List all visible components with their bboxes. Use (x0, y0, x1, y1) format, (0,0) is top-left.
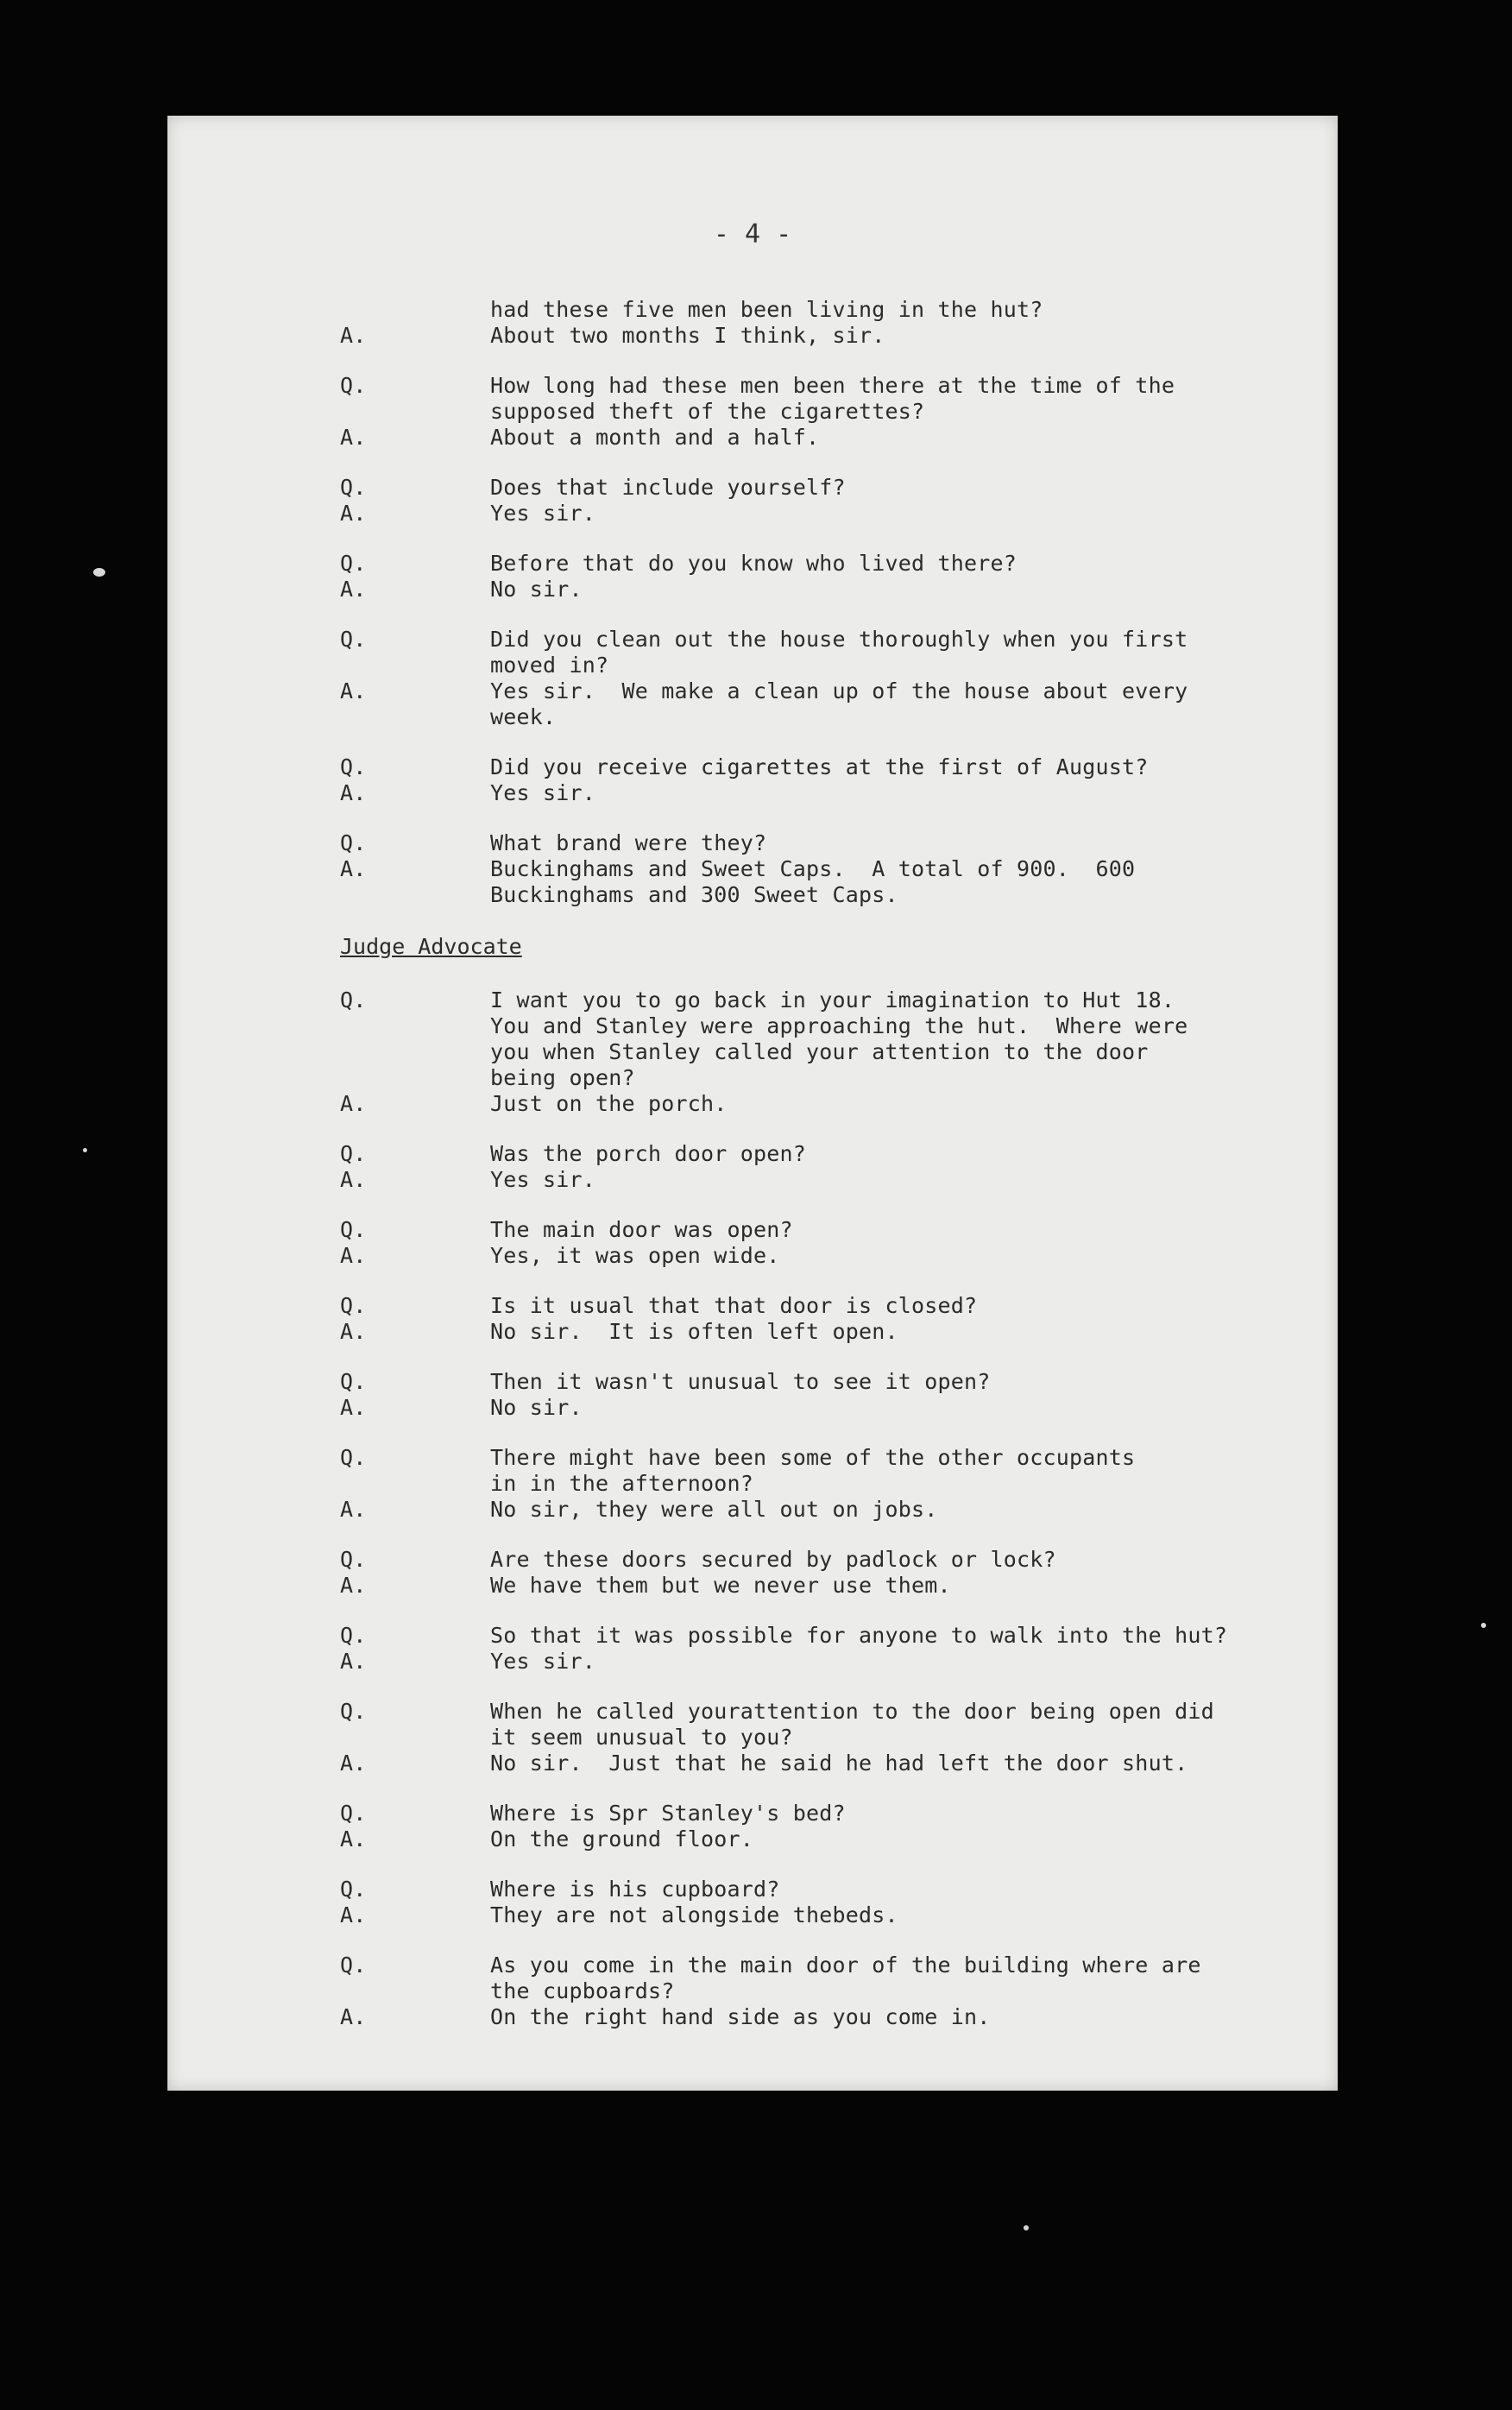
entry-gap (167, 806, 1338, 830)
entry-gap (167, 602, 1338, 627)
entry-gap (167, 349, 1338, 373)
testimony-text: As you come in the main door of the building where are (490, 1953, 1201, 1978)
testimony-line (167, 704, 1338, 730)
question-label: Q. (340, 1217, 367, 1242)
testimony-text: About a month and a half. (490, 425, 820, 450)
entry-gap (167, 1193, 1338, 1217)
answer-label: A. (340, 1751, 367, 1776)
testimony-line (167, 1369, 1338, 1395)
testimony-line (167, 1319, 1338, 1345)
testimony-line (167, 297, 1338, 323)
testimony-text: Does that include yourself? (490, 475, 846, 500)
testimony-line (167, 1217, 1338, 1243)
testimony-text: About two months I think, sir. (490, 323, 885, 348)
answer-label: A. (340, 1649, 367, 1674)
question-label: Q. (340, 373, 367, 398)
testimony-text: On the ground floor. (490, 1826, 754, 1852)
testimony-line (167, 627, 1338, 653)
answer-label: A. (340, 1395, 367, 1420)
answer-label: A. (340, 501, 367, 526)
testimony-text: No sir, they were all out on jobs. (490, 1497, 938, 1522)
entry-gap (167, 1269, 1338, 1293)
testimony-line (167, 1141, 1338, 1167)
testimony-line (167, 475, 1338, 501)
entry-gap (167, 1345, 1338, 1369)
testimony-line (167, 373, 1338, 399)
testimony-line (167, 987, 1338, 1013)
testimony-text: How long had these men been there at the time of the (490, 373, 1175, 398)
testimony-text: had these five men been living in the hut? (490, 297, 1043, 322)
testimony-text: the cupboards? (490, 1978, 675, 2003)
entry-gap (167, 1928, 1338, 1953)
testimony-line (167, 323, 1338, 349)
question-label: Q. (340, 1369, 367, 1394)
testimony-section-2 (167, 987, 1338, 2030)
entry-gap (167, 1523, 1338, 1547)
testimony-line (167, 1497, 1338, 1523)
entry-gap (167, 1776, 1338, 1801)
testimony-text: No sir. Just that he said he had left the door shut. (490, 1751, 1188, 1776)
entry-gap (167, 730, 1338, 754)
testimony-text: Buckinghams and 300 Sweet Caps. (490, 882, 898, 907)
testimony-text: Where is Spr Stanley's bed? (490, 1801, 846, 1826)
testimony-line (167, 551, 1338, 577)
testimony-text: Just on the porch. (490, 1091, 728, 1116)
testimony-text: Yes sir. (490, 501, 596, 526)
testimony-line (167, 1091, 1338, 1117)
testimony-text: So that it was possible for anyone to walk into the hut? (490, 1623, 1228, 1648)
testimony-text: it seem unusual to you? (490, 1725, 793, 1750)
testimony-line (167, 1065, 1338, 1091)
question-label: Q. (340, 830, 367, 855)
testimony-text: Yes sir. (490, 1649, 596, 1674)
testimony-line (167, 399, 1338, 425)
answer-label: A. (340, 425, 367, 450)
answer-label: A. (340, 2004, 367, 2029)
document-page (167, 116, 1338, 2091)
entry-gap (167, 1852, 1338, 1877)
testimony-line (167, 882, 1338, 908)
question-label: Q. (340, 1445, 367, 1470)
entry-gap (167, 527, 1338, 551)
testimony-text: moved in? (490, 653, 609, 678)
testimony-line (167, 653, 1338, 678)
answer-label: A. (340, 1091, 367, 1116)
answer-label: A. (340, 323, 367, 348)
page-number: - 4 - (713, 219, 792, 249)
testimony-line (167, 501, 1338, 527)
answer-label: A. (340, 856, 367, 881)
testimony-text: Was the porch door open? (490, 1141, 807, 1166)
testimony-text: There might have been some of the other occupants (490, 1445, 1136, 1470)
testimony-line (167, 425, 1338, 451)
testimony-line (167, 678, 1338, 704)
testimony-section-1 (167, 297, 1338, 908)
testimony-text: Yes sir. (490, 1167, 596, 1192)
testimony-text: Yes sir. We make a clean up of the house about every (490, 678, 1188, 703)
question-label: Q. (340, 1699, 367, 1724)
testimony-line (167, 1902, 1338, 1928)
testimony-text: you when Stanley called your attention to the door (490, 1039, 1149, 1064)
testimony-text: Before that do you know who lived there? (490, 551, 1017, 576)
testimony-text: Is it usual that that door is closed? (490, 1293, 978, 1318)
testimony-line (167, 1877, 1338, 1902)
question-label: Q. (340, 754, 367, 779)
testimony-line (167, 780, 1338, 806)
testimony-line (167, 1573, 1338, 1599)
entry-gap (167, 1117, 1338, 1141)
testimony-line (167, 754, 1338, 780)
answer-label: A. (340, 1319, 367, 1344)
answer-label: A. (340, 577, 367, 602)
testimony-line (167, 1725, 1338, 1751)
entry-gap (167, 1675, 1338, 1699)
answer-label: A. (340, 780, 367, 805)
question-label: Q. (340, 1623, 367, 1648)
entry-gap (167, 1421, 1338, 1445)
testimony-text: supposed theft of the cigarettes? (490, 399, 925, 424)
testimony-text: in in the afternoon? (490, 1471, 754, 1496)
testimony-line (167, 577, 1338, 602)
testimony-line (167, 1547, 1338, 1573)
testimony-text: Are these doors secured by padlock or lock? (490, 1547, 1056, 1572)
testimony-text: No sir. It is often left open. (490, 1319, 898, 1344)
testimony-line (167, 1751, 1338, 1776)
judge-advocate-heading: Judge Advocate (340, 934, 522, 959)
question-label: Q. (340, 551, 367, 576)
testimony-line (167, 830, 1338, 856)
testimony-line (167, 1293, 1338, 1319)
testimony-line (167, 1623, 1338, 1649)
testimony-text: I want you to go back in your imagination to Hut 18. (490, 987, 1175, 1013)
dust-speck (93, 568, 105, 577)
answer-label: A. (340, 1243, 367, 1268)
entry-gap (167, 1599, 1338, 1623)
testimony-line (167, 1801, 1338, 1826)
question-label: Q. (340, 1877, 367, 1902)
question-label: Q. (340, 987, 367, 1013)
testimony-text: Did you receive cigarettes at the first of August? (490, 754, 1149, 779)
question-label: Q. (340, 1141, 367, 1166)
question-label: Q. (340, 1801, 367, 1826)
testimony-text: The main door was open? (490, 1217, 793, 1242)
testimony-line (167, 856, 1338, 882)
testimony-line (167, 1013, 1338, 1039)
testimony-line (167, 1445, 1338, 1471)
testimony-line (167, 1039, 1338, 1065)
question-label: Q. (340, 627, 367, 652)
testimony-text: You and Stanley were approaching the hut. Where were (490, 1013, 1188, 1038)
dust-speck (83, 1148, 87, 1152)
testimony-text: Then it wasn't unusual to see it open? (490, 1369, 991, 1394)
testimony-text: Yes sir. (490, 780, 596, 805)
testimony-line (167, 1395, 1338, 1421)
question-label: Q. (340, 1953, 367, 1978)
testimony-line (167, 1167, 1338, 1193)
testimony-line (167, 1243, 1338, 1269)
testimony-line (167, 1826, 1338, 1852)
entry-gap (167, 451, 1338, 475)
dust-speck (1024, 2225, 1029, 2230)
testimony-line (167, 2004, 1338, 2030)
testimony-line (167, 1953, 1338, 1978)
testimony-text: Yes, it was open wide. (490, 1243, 780, 1268)
testimony-text: On the right hand side as you come in. (490, 2004, 991, 2029)
testimony-text: We have them but we never use them. (490, 1573, 951, 1598)
question-label: Q. (340, 1547, 367, 1572)
answer-label: A. (340, 1573, 367, 1598)
testimony-text: They are not alongside thebeds. (490, 1902, 898, 1927)
testimony-text: Did you clean out the house thoroughly when you first (490, 627, 1188, 652)
testimony-text: What brand were they? (490, 830, 767, 855)
testimony-text: No sir. (490, 577, 583, 602)
testimony-line (167, 1978, 1338, 2004)
answer-label: A. (340, 1167, 367, 1192)
testimony-text: No sir. (490, 1395, 583, 1420)
testimony-text: Where is his cupboard? (490, 1877, 780, 1902)
question-label: Q. (340, 475, 367, 500)
testimony-line (167, 1699, 1338, 1725)
answer-label: A. (340, 678, 367, 703)
testimony-text: week. (490, 704, 557, 729)
answer-label: A. (340, 1497, 367, 1522)
question-label: Q. (340, 1293, 367, 1318)
testimony-line (167, 1649, 1338, 1675)
answer-label: A. (340, 1826, 367, 1852)
testimony-text: Buckinghams and Sweet Caps. A total of 900. 600 (490, 856, 1136, 881)
dust-speck (1481, 1623, 1486, 1628)
testimony-line (167, 1471, 1338, 1497)
testimony-text: When he called yourattention to the door being open did (490, 1699, 1214, 1724)
testimony-text: being open? (490, 1065, 635, 1090)
answer-label: A. (340, 1902, 367, 1927)
